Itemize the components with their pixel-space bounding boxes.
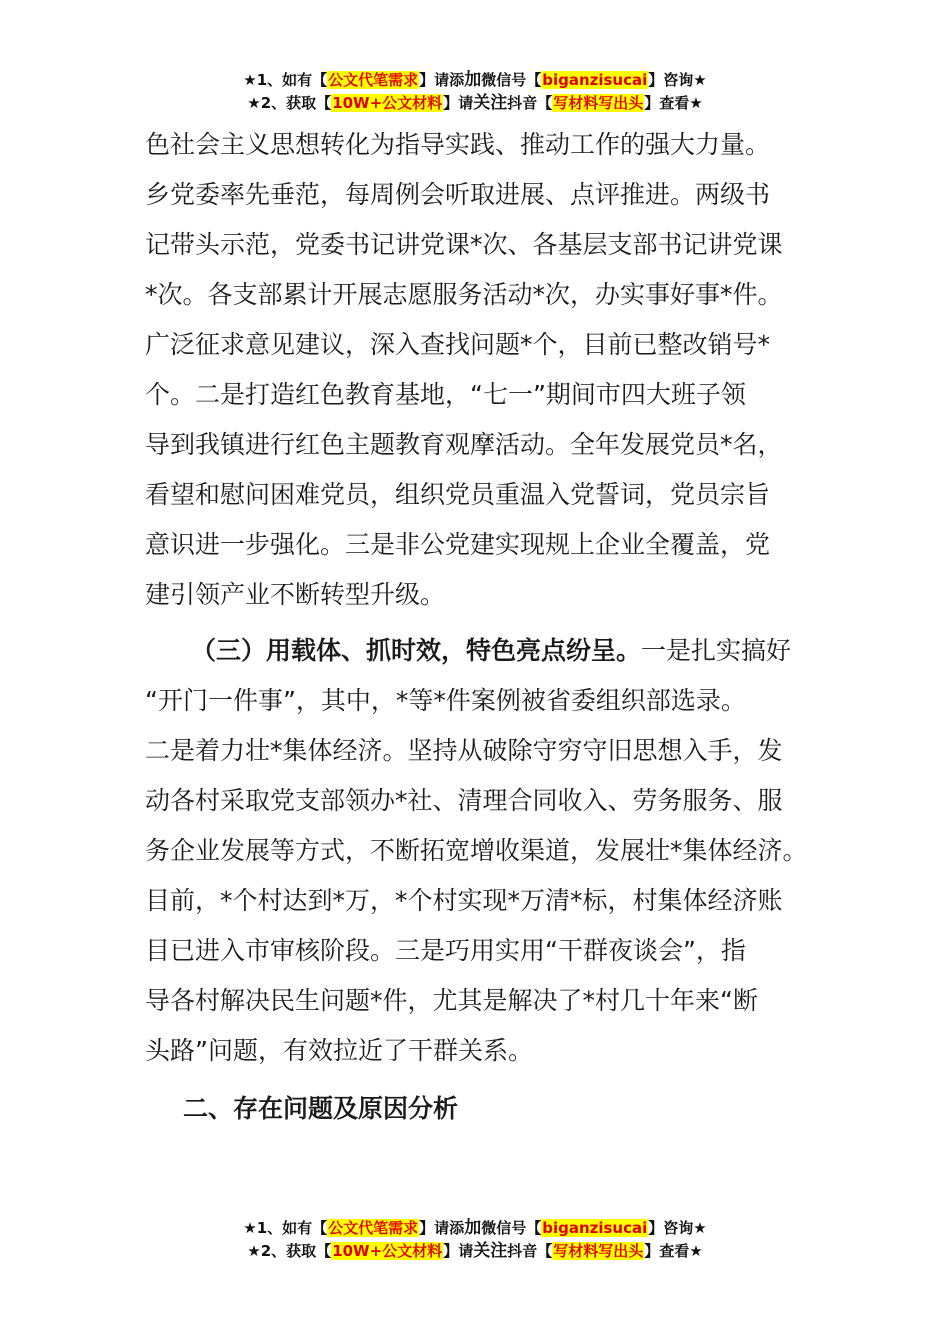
banner-emphasis: 关注 xyxy=(473,93,508,113)
body-line: 务企业发展等方式，不断拓宽增收渠道，发展壮*集体经济。 xyxy=(145,836,808,865)
banner-text: 】请添 xyxy=(419,1219,465,1237)
body-line: 色社会主义思想转化为指导实践、推动工作的强大力量。 xyxy=(145,130,771,159)
bottom-banner xyxy=(0,1217,950,1263)
highlight-douyin: 写材料写出头 xyxy=(553,94,644,112)
banner-text: 】咨询★ xyxy=(648,1219,707,1237)
paragraph-3-first-line xyxy=(145,626,815,676)
banner-line-2 xyxy=(0,92,950,115)
highlight-materials: 10W+公文材料 xyxy=(332,1242,443,1260)
top-banner xyxy=(0,69,950,115)
body-line: 个。二是打造红色教育基地，“七一”期间市四大班子领 xyxy=(145,380,746,409)
banner-text: 】请 xyxy=(443,1242,474,1260)
body-line: 动各村采取党支部领办*社、清理合同收入、劳务服务、服 xyxy=(145,786,783,815)
banner-emphasis: 加 xyxy=(464,1218,482,1238)
banner-text: 】请 xyxy=(443,94,474,112)
highlight-douyin: 写材料写出头 xyxy=(553,1242,644,1260)
highlight-service: 公文代笔需求 xyxy=(328,71,419,89)
body-line: 二是着力壮*集体经济。坚持从破除守穷守旧思想入手，发 xyxy=(145,736,783,765)
banner-text: 】查看★ xyxy=(644,94,703,112)
body-line: 看望和慰问困难党员，组织党员重温入党誓词，党员宗旨 xyxy=(145,480,771,509)
highlight-materials: 10W+公文材料 xyxy=(332,94,443,112)
banner-emphasis: 关注 xyxy=(473,1241,508,1261)
document-body xyxy=(145,120,815,1076)
banner-text: 抖音【 xyxy=(507,1242,553,1260)
body-line: “开门一件事”，其中，*等*件案例被省委组织部选录。 xyxy=(145,686,746,715)
banner-line-1 xyxy=(0,69,950,92)
banner-text: 】查看★ xyxy=(644,1242,703,1260)
banner-line-1 xyxy=(0,1217,950,1240)
body-text-span: 一是扎实搞好 xyxy=(641,636,792,665)
body-line: 目前，*个村达到*万，*个村实现*万清*标，村集体经济账 xyxy=(145,886,783,915)
body-line: *次。各支部累计开展志愿服务活动*次，办实事好事*件。 xyxy=(145,280,783,309)
banner-text: 抖音【 xyxy=(507,94,553,112)
body-line: 目已进入市审核阶段。三是巧用实用“干群夜谈会”，指 xyxy=(145,936,746,965)
banner-text: 】咨询★ xyxy=(648,71,707,89)
section-2-heading: 二、存在问题及原因分析 xyxy=(183,1094,459,1123)
banner-text: ★1、如有【 xyxy=(243,1219,328,1237)
highlight-wechat-id: biganzisucai xyxy=(542,71,648,89)
body-line: 导到我镇进行红色主题教育观摩活动。全年发展党员*名， xyxy=(145,430,783,459)
banner-text: ★1、如有【 xyxy=(243,71,328,89)
body-line: 导各村解决民生问题*件，尤其是解决了*村几十年来“断 xyxy=(145,986,758,1015)
banner-text: ★2、获取【 xyxy=(247,1242,332,1260)
body-line: 意识进一步强化。三是非公党建实现规上企业全覆盖，党 xyxy=(145,530,771,559)
body-line: 乡党委率先垂范，每周例会听取进展、点评推进。两级书 xyxy=(145,180,771,209)
paragraph-3-heading: （三）用载体、抓时效，特色亮点纷呈。 xyxy=(191,636,642,665)
body-line: 广泛征求意见建议，深入查找问题*个，目前已整改销号* xyxy=(145,330,771,359)
highlight-service: 公文代笔需求 xyxy=(328,1219,419,1237)
body-line: 记带头示范，党委书记讲党课*次、各基层支部书记讲党课 xyxy=(145,230,783,259)
body-line: 头路”问题，有效拉近了干群关系。 xyxy=(145,1036,533,1065)
banner-text: 微信号【 xyxy=(481,71,542,89)
banner-text: 】请添 xyxy=(419,71,465,89)
banner-text: 微信号【 xyxy=(481,1219,542,1237)
banner-emphasis: 加 xyxy=(464,70,482,90)
banner-text: ★2、获取【 xyxy=(247,94,332,112)
banner-line-2 xyxy=(0,1240,950,1263)
highlight-wechat-id: biganzisucai xyxy=(542,1219,648,1237)
body-line: 建引领产业不断转型升级。 xyxy=(145,580,446,609)
